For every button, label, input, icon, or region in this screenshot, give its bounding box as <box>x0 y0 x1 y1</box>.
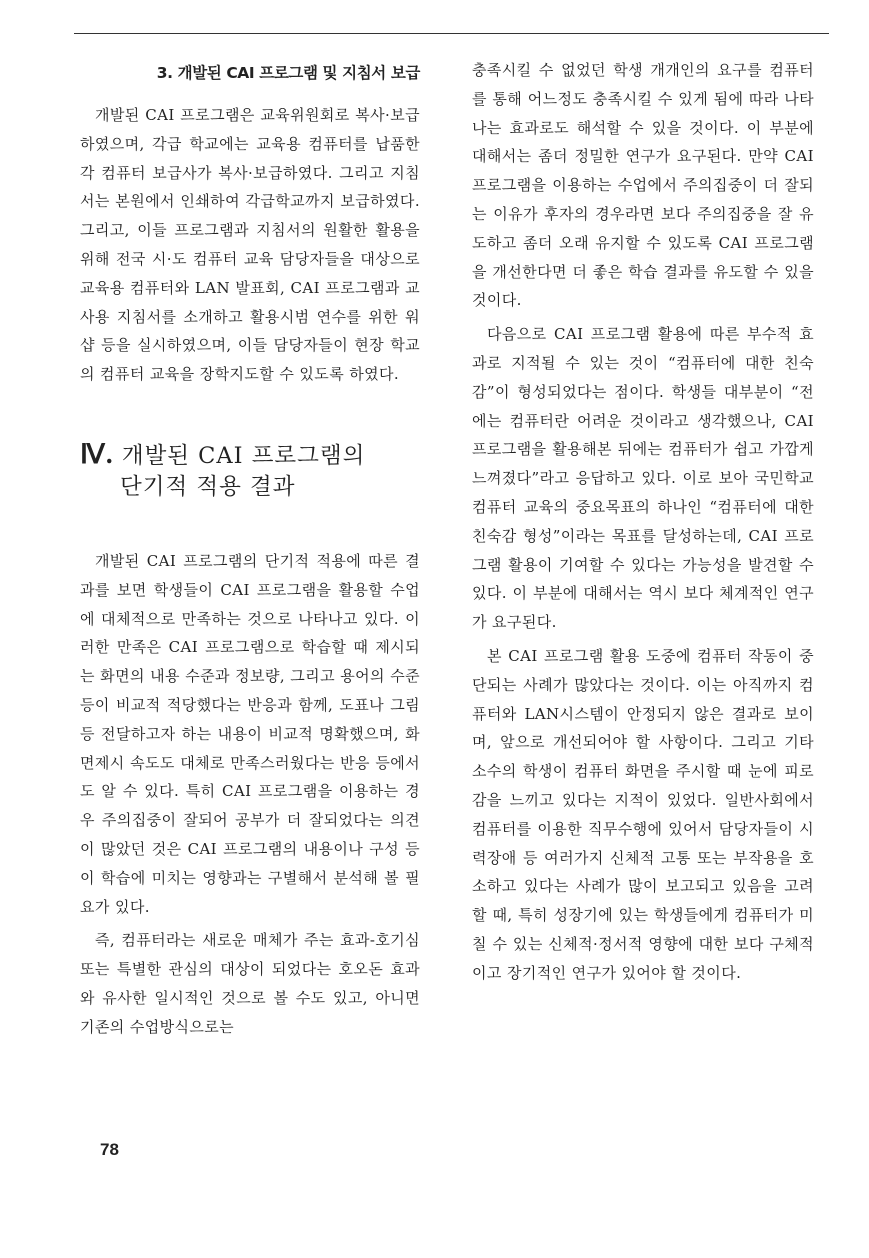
section-subheading: 3. 개발된 CAI 프로그램 및 지침서 보급 <box>156 64 420 82</box>
chapter-title-line1: 개발된 CAI 프로그램의 <box>121 442 366 469</box>
right-column <box>472 56 814 993</box>
paragraph-continued: 충족시킬 수 없었던 학생 개개인의 요구를 컴퓨터를 통해 어느정도 충족시킬 수 있게 됨에 따라 나타나는 효과로도 해석할 수 있을 것이다. 이 부분에 대해서는 좀더 정밀한 연구가 요구된다. 만약 CAI 프로그램을 이용하는 수업에서 주의집중이 더 잘되는 이유가 후자의 경우라면 보다 주의집중을 잘 유도하고 좀더 오래 유지할 수 있도록 CAI 프로그램을 개선한다면 더 좋은 학습 결과를 유도할 수 있을 것이다. <box>472 61 814 310</box>
paragraph: 즉, 컴퓨터라는 새로운 매체가 주는 효과-호기심 또는 특별한 관심의 대상이 되었다는 호오돈 효과와 유사한 일시적인 것으로 볼 수도 있고, 아니면 기존의 수업방식으로는 <box>80 931 420 1036</box>
left-column <box>80 56 420 1047</box>
paragraph: 개발된 CAI 프로그램은 교육위원회로 복사·보급하였으며, 각급 학교에는 교육용 컴퓨터를 납품한 각 컴퓨터 보급사가 복사·보급하였다. 그리고 지침서는 본원에서 인쇄하여 각급학교까지 보급하였다. 그리고, 이들 프로그램과 지침서의 원활한 활용을 위해 전국 시·도 컴퓨터 교육 담당자들을 대상으로 교육용 컴퓨터와 LAN 발표회, CAI 프로그램과 교사용 지침서를 소개하고 활용시범 연수를 위한 워샵 등을 실시하였으며, 이들 담당자들이 현장 학교의 컴퓨터 교육을 장학지도할 수 있도록 하였다. <box>80 106 420 384</box>
chapter-title-line2: 단기적 적용 결과 <box>120 473 296 500</box>
top-rule <box>74 33 829 34</box>
paragraph: 개발된 CAI 프로그램의 단기적 적용에 따른 결과를 보면 학생들이 CAI 프로그램을 활용할 수업에 대체적으로 만족하는 것으로 나타나고 있다. 이러한 만족은 CAI 프로그램으로 학습할 때 제시되는 화면의 내용 수준과 정보량, 그리고 용어의 수준 등이 비교적 적당했다는 반응과 함께, 도표나 그림 등 전달하고자 하는 내용이 비교적 명확했으며, 화면제시 속도도 대체로 만족스러웠다는 반응 등에서도 알 수 있다. 특히 CAI 프로그램을 이용하는 경우 주의집중이 잘되어 공부가 더 잘되었다는 의견이 많았던 것은 CAI 프로그램의 내용이나 구성 등이 학습에 미치는 영향과는 구별해서 분석해 볼 필요가 있다. <box>80 551 420 916</box>
chapter-heading <box>80 439 420 503</box>
chapter-number: Ⅳ. <box>80 438 114 469</box>
paragraph: 다음으로 CAI 프로그램 활용에 따른 부수적 효과로 지적될 수 있는 것이 “컴퓨터에 대한 친숙감”이 형성되었다는 점이다. 학생들 대부분이 “전에는 컴퓨터란 어려운 것이라고 생각했으나, CAI 프로그램을 활용해본 뒤에는 컴퓨터가 쉽고 가깝게 느껴졌다”라고 응답하고 있다. 이로 보아 국민학교 컴퓨터 교육의 중요목표의 하나인 “컴퓨터에 대한 친숙감 형성”이라는 목표를 달성하는데, CAI 프로그램 활용이 기여할 수 있다는 가능성을 발견할 수 있다. 이 부분에 대해서는 역시 보다 체계적인 연구가 요구된다. <box>472 325 814 632</box>
paragraph: 본 CAI 프로그램 활용 도중에 컴퓨터 작동이 중단되는 사례가 많았다는 것이다. 이는 아직까지 컴퓨터와 LAN시스템이 안정되지 않은 결과로 보이며, 앞으로 개선되어야 할 사항이다. 그리고 기타 소수의 학생이 컴퓨터 화면을 주시할 때 눈에 피로감을 느끼고 있다는 지적이 있었다. 일반사회에서 컴퓨터를 이용한 직무수행에 있어서 담당자들이 시력장애 등 여러가지 신체적 고통 또는 부작용을 호소하고 있다는 사례가 많이 보고되고 있음을 고려할 때, 특히 성장기에 있는 학생들에게 컴퓨터가 미칠 수 있는 신체적·정서적 영향에 대한 보다 구체적이고 장기적인 연구가 있어야 할 것이다. <box>472 646 814 982</box>
page-number: 78 <box>100 1140 119 1159</box>
